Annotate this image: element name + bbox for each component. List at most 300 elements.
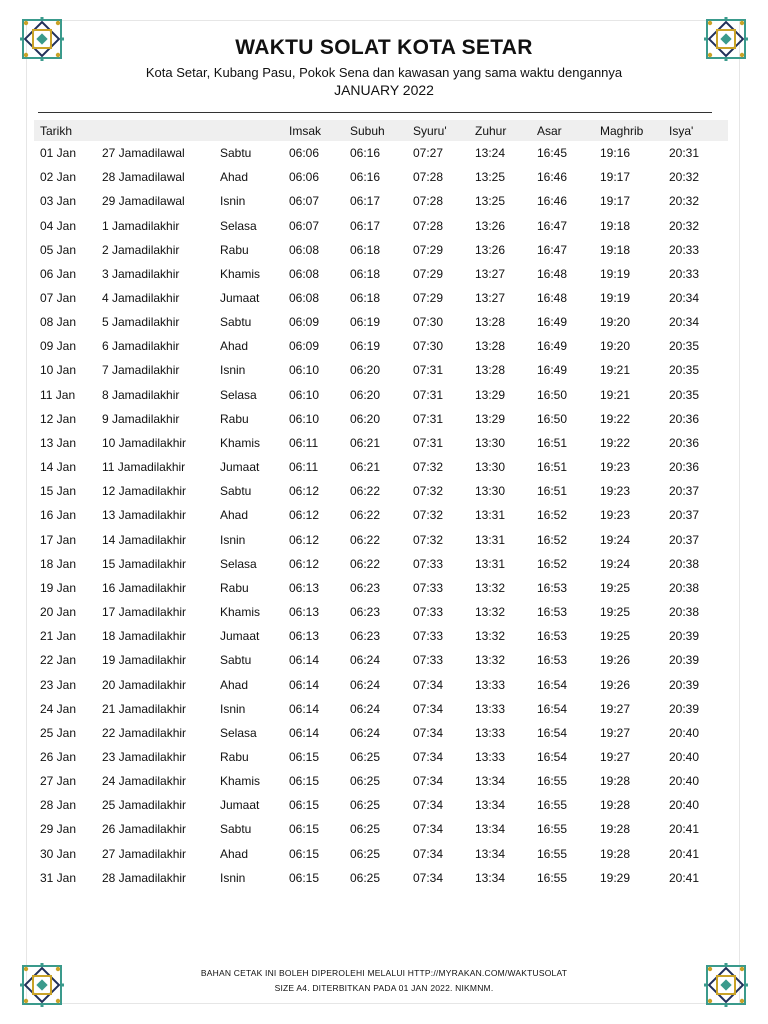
isyak-cell: 20:34 [669, 315, 700, 330]
isyak-cell: 20:40 [669, 798, 700, 813]
maghrib-cell: 19:19 [600, 291, 631, 306]
subuh-cell: 06:19 [350, 315, 381, 330]
maghrib-cell: 19:19 [600, 266, 631, 281]
day-cell: Sabtu [220, 146, 252, 161]
imsak-cell: 06:15 [289, 749, 320, 764]
day-cell: Ahad [220, 846, 249, 861]
subuh-cell: 06:22 [350, 556, 381, 571]
subuh-cell: 06:25 [350, 774, 381, 789]
asar-cell: 16:50 [537, 411, 568, 426]
hijri-date-cell: 15 Jamadilakhir [102, 556, 187, 571]
hijri-date-cell: 24 Jamadilakhir [102, 774, 187, 789]
subuh-cell: 06:18 [350, 291, 381, 306]
syuruk-cell: 07:34 [413, 846, 444, 861]
imsak-cell: 06:08 [289, 291, 320, 306]
asar-cell: 16:48 [537, 291, 568, 306]
zuhur-cell: 13:31 [475, 532, 506, 547]
date-cell: 30 Jan [40, 846, 77, 861]
isyak-cell: 20:39 [669, 629, 700, 644]
asar-cell: 16:47 [537, 218, 568, 233]
table-row [34, 238, 728, 262]
imsak-cell: 06:15 [289, 822, 320, 837]
imsak-cell: 06:15 [289, 798, 320, 813]
imsak-cell: 06:10 [289, 363, 320, 378]
date-cell: 28 Jan [40, 798, 77, 813]
asar-cell: 16:53 [537, 653, 568, 668]
syuruk-cell: 07:34 [413, 822, 444, 837]
day-cell: Ahad [220, 508, 249, 523]
maghrib-cell: 19:28 [600, 846, 631, 861]
table-row [34, 552, 728, 576]
date-cell: 10 Jan [40, 363, 77, 378]
asar-cell: 16:51 [537, 435, 568, 450]
day-cell: Sabtu [220, 484, 252, 499]
subuh-cell: 06:21 [350, 435, 381, 450]
zuhur-cell: 13:29 [475, 411, 506, 426]
date-cell: 16 Jan [40, 508, 77, 523]
imsak-cell: 06:10 [289, 411, 320, 426]
day-cell: Ahad [220, 339, 249, 354]
syuruk-cell: 07:33 [413, 629, 444, 644]
date-cell: 23 Jan [40, 677, 77, 692]
month-label: JANUARY 2022 [334, 82, 434, 98]
asar-cell: 16:51 [537, 484, 568, 499]
subuh-cell: 06:22 [350, 484, 381, 499]
zuhur-cell: 13:34 [475, 774, 506, 789]
subuh-cell: 06:17 [350, 218, 381, 233]
maghrib-cell: 19:23 [600, 508, 631, 523]
asar-cell: 16:47 [537, 242, 568, 257]
date-cell: 18 Jan [40, 556, 77, 571]
subuh-cell: 06:19 [350, 339, 381, 354]
asar-cell: 16:55 [537, 822, 568, 837]
day-cell: Sabtu [220, 315, 252, 330]
isyak-cell: 20:35 [669, 339, 700, 354]
header-cell: Isya' [669, 123, 694, 138]
day-cell: Jumaat [220, 798, 260, 813]
table-row [34, 455, 728, 479]
isyak-cell: 20:39 [669, 701, 700, 716]
subuh-cell: 06:21 [350, 460, 381, 475]
syuruk-cell: 07:29 [413, 242, 444, 257]
hijri-date-cell: 3 Jamadilakhir [102, 266, 180, 281]
isyak-cell: 20:40 [669, 725, 700, 740]
date-cell: 27 Jan [40, 774, 77, 789]
zuhur-cell: 13:28 [475, 363, 506, 378]
asar-cell: 16:55 [537, 870, 568, 885]
isyak-cell: 20:32 [669, 170, 700, 185]
subuh-cell: 06:22 [350, 532, 381, 547]
maghrib-cell: 19:28 [600, 798, 631, 813]
table-row [34, 189, 728, 213]
subuh-cell: 06:18 [350, 266, 381, 281]
subuh-cell: 06:17 [350, 194, 381, 209]
header-cell: Imsak [289, 123, 322, 138]
table-header-row [34, 120, 728, 141]
table-row [34, 141, 728, 165]
syuruk-cell: 07:32 [413, 460, 444, 475]
subuh-cell: 06:20 [350, 363, 381, 378]
imsak-cell: 06:15 [289, 774, 320, 789]
isyak-cell: 20:41 [669, 822, 700, 837]
imsak-cell: 06:08 [289, 266, 320, 281]
asar-cell: 16:54 [537, 749, 568, 764]
day-cell: Ahad [220, 677, 249, 692]
subuh-cell: 06:22 [350, 508, 381, 523]
subuh-cell: 06:18 [350, 242, 381, 257]
syuruk-cell: 07:33 [413, 556, 444, 571]
isyak-cell: 20:40 [669, 749, 700, 764]
zuhur-cell: 13:30 [475, 460, 506, 475]
day-cell: Khamis [220, 266, 261, 281]
hijri-date-cell: 4 Jamadilakhir [102, 291, 180, 306]
syuruk-cell: 07:28 [413, 218, 444, 233]
date-cell: 19 Jan [40, 580, 77, 595]
asar-cell: 16:52 [537, 532, 568, 547]
imsak-cell: 06:15 [289, 846, 320, 861]
hijri-date-cell: 9 Jamadilakhir [102, 411, 180, 426]
maghrib-cell: 19:22 [600, 435, 631, 450]
date-cell: 07 Jan [40, 291, 77, 306]
syuruk-cell: 07:27 [413, 146, 444, 161]
isyak-cell: 20:38 [669, 556, 700, 571]
syuruk-cell: 07:34 [413, 701, 444, 716]
asar-cell: 16:53 [537, 629, 568, 644]
subuh-cell: 06:25 [350, 846, 381, 861]
zuhur-cell: 13:27 [475, 291, 506, 306]
footer-source-note: BAHAN CETAK INI BOLEH DIPEROLEHI MELALUI HTTP://MYRAKAN.COM/WAKTUSOLAT [200, 968, 568, 978]
subuh-cell: 06:23 [350, 605, 381, 620]
isyak-cell: 20:36 [669, 460, 700, 475]
hijri-date-cell: 19 Jamadilakhir [102, 653, 187, 668]
asar-cell: 16:46 [537, 194, 568, 209]
syuruk-cell: 07:33 [413, 653, 444, 668]
asar-cell: 16:54 [537, 725, 568, 740]
isyak-cell: 20:37 [669, 484, 700, 499]
date-cell: 02 Jan [40, 170, 77, 185]
day-cell: Ahad [220, 170, 249, 185]
table-row [34, 358, 728, 382]
date-cell: 15 Jan [40, 484, 77, 499]
table-row [34, 503, 728, 527]
table-body [34, 141, 728, 890]
maghrib-cell: 19:24 [600, 556, 631, 571]
header-cell: Asar [537, 123, 562, 138]
isyak-cell: 20:38 [669, 580, 700, 595]
imsak-cell: 06:11 [289, 460, 319, 475]
header-cell: Tarikh [40, 123, 73, 138]
maghrib-cell: 19:25 [600, 629, 631, 644]
isyak-cell: 20:32 [669, 218, 700, 233]
imsak-cell: 06:12 [289, 532, 320, 547]
day-cell: Sabtu [220, 653, 252, 668]
hijri-date-cell: 28 Jamadilawal [102, 170, 185, 185]
syuruk-cell: 07:29 [413, 291, 444, 306]
hijri-date-cell: 27 Jamadilawal [102, 146, 185, 161]
subuh-cell: 06:24 [350, 653, 381, 668]
asar-cell: 16:53 [537, 580, 568, 595]
imsak-cell: 06:13 [289, 580, 320, 595]
isyak-cell: 20:35 [669, 363, 700, 378]
table-row [34, 793, 728, 817]
syuruk-cell: 07:32 [413, 484, 444, 499]
date-cell: 05 Jan [40, 242, 77, 257]
isyak-cell: 20:33 [669, 266, 700, 281]
day-cell: Isnin [220, 870, 246, 885]
date-cell: 14 Jan [40, 460, 77, 475]
day-cell: Jumaat [220, 291, 260, 306]
zuhur-cell: 13:26 [475, 218, 506, 233]
date-cell: 12 Jan [40, 411, 77, 426]
imsak-cell: 06:14 [289, 701, 320, 716]
maghrib-cell: 19:24 [600, 532, 631, 547]
zuhur-cell: 13:31 [475, 556, 506, 571]
table-row [34, 866, 728, 890]
subuh-cell: 06:16 [350, 146, 381, 161]
date-cell: 09 Jan [40, 339, 77, 354]
asar-cell: 16:53 [537, 605, 568, 620]
day-cell: Sabtu [220, 822, 252, 837]
isyak-cell: 20:40 [669, 774, 700, 789]
table-row [34, 262, 728, 286]
day-cell: Khamis [220, 435, 261, 450]
syuruk-cell: 07:31 [413, 435, 444, 450]
zuhur-cell: 13:25 [475, 170, 506, 185]
zuhur-cell: 13:30 [475, 484, 506, 499]
header-cell: Maghrib [600, 123, 644, 138]
asar-cell: 16:55 [537, 846, 568, 861]
subuh-cell: 06:24 [350, 677, 381, 692]
hijri-date-cell: 6 Jamadilakhir [102, 339, 180, 354]
subuh-cell: 06:24 [350, 701, 381, 716]
divider [38, 112, 712, 113]
maghrib-cell: 19:20 [600, 339, 631, 354]
imsak-cell: 06:15 [289, 870, 320, 885]
table-row [34, 213, 728, 237]
isyak-cell: 20:36 [669, 411, 700, 426]
imsak-cell: 06:07 [289, 194, 320, 209]
asar-cell: 16:46 [537, 170, 568, 185]
maghrib-cell: 19:18 [600, 218, 631, 233]
isyak-cell: 20:35 [669, 387, 700, 402]
imsak-cell: 06:11 [289, 435, 319, 450]
prayer-times-table [34, 120, 728, 890]
date-cell: 13 Jan [40, 435, 77, 450]
date-cell: 11 Jan [40, 387, 76, 402]
day-cell: Jumaat [220, 629, 260, 644]
syuruk-cell: 07:31 [413, 363, 444, 378]
zuhur-cell: 13:24 [475, 146, 506, 161]
table-row [34, 672, 728, 696]
subuh-cell: 06:25 [350, 822, 381, 837]
maghrib-cell: 19:23 [600, 484, 631, 499]
zuhur-cell: 13:34 [475, 822, 506, 837]
zuhur-cell: 13:32 [475, 653, 506, 668]
imsak-cell: 06:12 [289, 508, 320, 523]
isyak-cell: 20:37 [669, 508, 700, 523]
table-row [34, 407, 728, 431]
table-row [34, 286, 728, 310]
zuhur-cell: 13:34 [475, 870, 506, 885]
day-cell: Isnin [220, 194, 246, 209]
table-row [34, 310, 728, 334]
date-cell: 20 Jan [40, 605, 77, 620]
page-subtitle: Kota Setar, Kubang Pasu, Pokok Sena dan kawasan yang sama waktu dengannya [145, 65, 623, 80]
footer-publish-note: SIZE A4. DITERBITKAN PADA 01 JAN 2022. NIKMNM. [274, 983, 494, 993]
zuhur-cell: 13:32 [475, 580, 506, 595]
syuruk-cell: 07:34 [413, 774, 444, 789]
header-cell: Zuhur [475, 123, 507, 138]
subuh-cell: 06:25 [350, 870, 381, 885]
subuh-cell: 06:16 [350, 170, 381, 185]
asar-cell: 16:52 [537, 508, 568, 523]
date-cell: 06 Jan [40, 266, 77, 281]
day-cell: Rabu [220, 411, 249, 426]
maghrib-cell: 19:29 [600, 870, 631, 885]
hijri-date-cell: 20 Jamadilakhir [102, 677, 187, 692]
zuhur-cell: 13:25 [475, 194, 506, 209]
hijri-date-cell: 28 Jamadilakhir [102, 870, 187, 885]
date-cell: 17 Jan [40, 532, 77, 547]
subuh-cell: 06:20 [350, 387, 381, 402]
imsak-cell: 06:12 [289, 484, 320, 499]
maghrib-cell: 19:21 [600, 363, 631, 378]
table-row [34, 817, 728, 841]
table-row [34, 528, 728, 552]
table-row [34, 697, 728, 721]
isyak-cell: 20:37 [669, 532, 700, 547]
hijri-date-cell: 11 Jamadilakhir [102, 460, 186, 475]
asar-cell: 16:55 [537, 798, 568, 813]
isyak-cell: 20:41 [669, 870, 700, 885]
syuruk-cell: 07:28 [413, 194, 444, 209]
date-cell: 24 Jan [40, 701, 77, 716]
maghrib-cell: 19:27 [600, 701, 631, 716]
hijri-date-cell: 12 Jamadilakhir [102, 484, 187, 499]
hijri-date-cell: 18 Jamadilakhir [102, 629, 187, 644]
hijri-date-cell: 26 Jamadilakhir [102, 822, 187, 837]
syuruk-cell: 07:32 [413, 532, 444, 547]
day-cell: Rabu [220, 242, 249, 257]
zuhur-cell: 13:32 [475, 629, 506, 644]
hijri-date-cell: 16 Jamadilakhir [102, 580, 187, 595]
hijri-date-cell: 25 Jamadilakhir [102, 798, 187, 813]
asar-cell: 16:49 [537, 339, 568, 354]
zuhur-cell: 13:31 [475, 508, 506, 523]
zuhur-cell: 13:33 [475, 701, 506, 716]
maghrib-cell: 19:28 [600, 822, 631, 837]
syuruk-cell: 07:28 [413, 170, 444, 185]
zuhur-cell: 13:29 [475, 387, 506, 402]
imsak-cell: 06:10 [289, 387, 320, 402]
maghrib-cell: 19:27 [600, 749, 631, 764]
header-cell: Syuru' [413, 123, 447, 138]
maghrib-cell: 19:21 [600, 387, 631, 402]
isyak-cell: 20:39 [669, 653, 700, 668]
hijri-date-cell: 17 Jamadilakhir [102, 605, 187, 620]
hijri-date-cell: 10 Jamadilakhir [102, 435, 187, 450]
imsak-cell: 06:13 [289, 629, 320, 644]
syuruk-cell: 07:34 [413, 749, 444, 764]
table-row [34, 431, 728, 455]
imsak-cell: 06:06 [289, 146, 320, 161]
date-cell: 01 Jan [40, 146, 77, 161]
isyak-cell: 20:41 [669, 846, 700, 861]
subuh-cell: 06:24 [350, 725, 381, 740]
day-cell: Selasa [220, 725, 257, 740]
table-row [34, 721, 728, 745]
zuhur-cell: 13:33 [475, 749, 506, 764]
maghrib-cell: 19:20 [600, 315, 631, 330]
hijri-date-cell: 27 Jamadilakhir [102, 846, 187, 861]
table-row [34, 624, 728, 648]
zuhur-cell: 13:26 [475, 242, 506, 257]
syuruk-cell: 07:31 [413, 387, 444, 402]
zuhur-cell: 13:27 [475, 266, 506, 281]
day-cell: Isnin [220, 701, 246, 716]
subuh-cell: 06:25 [350, 749, 381, 764]
maghrib-cell: 19:16 [600, 146, 631, 161]
imsak-cell: 06:14 [289, 653, 320, 668]
syuruk-cell: 07:30 [413, 315, 444, 330]
hijri-date-cell: 22 Jamadilakhir [102, 725, 187, 740]
maghrib-cell: 19:22 [600, 411, 631, 426]
maghrib-cell: 19:25 [600, 580, 631, 595]
asar-cell: 16:54 [537, 677, 568, 692]
day-cell: Selasa [220, 387, 257, 402]
syuruk-cell: 07:31 [413, 411, 444, 426]
hijri-date-cell: 13 Jamadilakhir [102, 508, 187, 523]
asar-cell: 16:54 [537, 701, 568, 716]
syuruk-cell: 07:34 [413, 870, 444, 885]
syuruk-cell: 07:33 [413, 605, 444, 620]
day-cell: Isnin [220, 532, 246, 547]
date-cell: 08 Jan [40, 315, 77, 330]
hijri-date-cell: 8 Jamadilakhir [102, 387, 180, 402]
table-row [34, 576, 728, 600]
asar-cell: 16:49 [537, 315, 568, 330]
date-cell: 29 Jan [40, 822, 77, 837]
table-row [34, 165, 728, 189]
zuhur-cell: 13:34 [475, 798, 506, 813]
day-cell: Khamis [220, 605, 261, 620]
day-cell: Rabu [220, 580, 249, 595]
table-row [34, 648, 728, 672]
zuhur-cell: 13:30 [475, 435, 506, 450]
syuruk-cell: 07:34 [413, 677, 444, 692]
imsak-cell: 06:14 [289, 725, 320, 740]
hijri-date-cell: 14 Jamadilakhir [102, 532, 187, 547]
asar-cell: 16:50 [537, 387, 568, 402]
maghrib-cell: 19:17 [600, 170, 631, 185]
zuhur-cell: 13:32 [475, 605, 506, 620]
table-row [34, 745, 728, 769]
hijri-date-cell: 29 Jamadilawal [102, 194, 185, 209]
table-row [34, 334, 728, 358]
isyak-cell: 20:34 [669, 291, 700, 306]
imsak-cell: 06:07 [289, 218, 320, 233]
day-cell: Khamis [220, 774, 261, 789]
date-cell: 26 Jan [40, 749, 77, 764]
syuruk-cell: 07:29 [413, 266, 444, 281]
hijri-date-cell: 5 Jamadilakhir [102, 315, 180, 330]
isyak-cell: 20:33 [669, 242, 700, 257]
maghrib-cell: 19:27 [600, 725, 631, 740]
table-row [34, 383, 728, 407]
asar-cell: 16:55 [537, 774, 568, 789]
maghrib-cell: 19:18 [600, 242, 631, 257]
date-cell: 04 Jan [40, 218, 77, 233]
